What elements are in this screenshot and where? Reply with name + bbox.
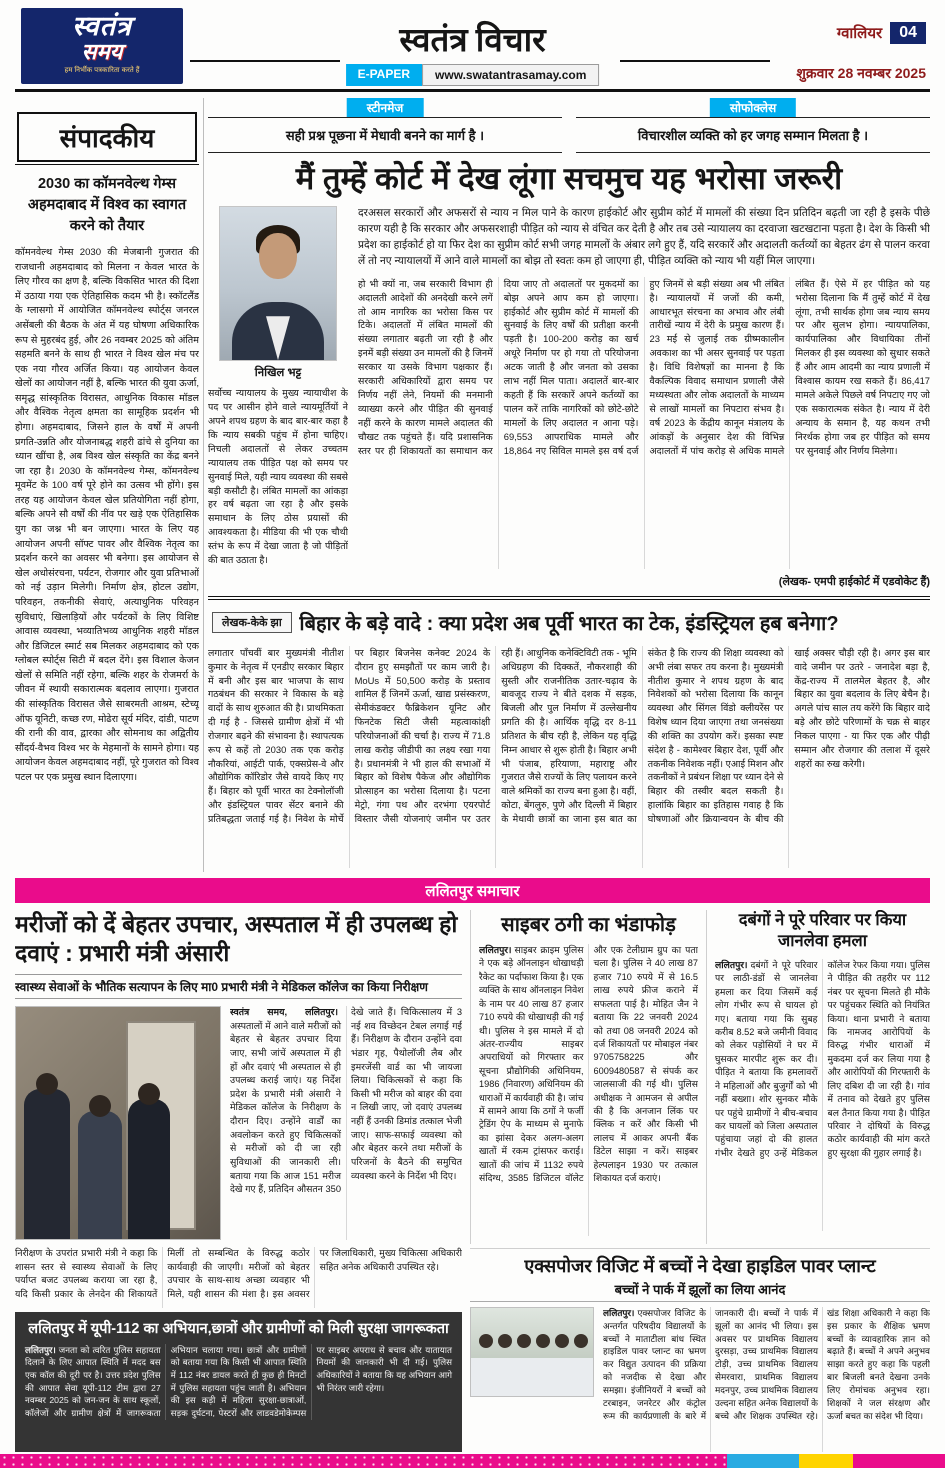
attack-body [715, 959, 930, 1231]
bihar-article [208, 596, 930, 872]
main-article-left-column [208, 206, 348, 591]
bihar-article-body: लगातार पाँचवीं बार मुख्यमंत्री नीतीश कुमार के नेतृत्व में एनडीए सरकार बिहार में बनी और इस बार भाजपा के साथ गठबंधन की सरकार ने विकास के बड़े वादों के साथ शुरुआत की है। प्राथमिकता दी गई है - जिससे ग्रामीण क्षेत्रों में भी रोजगार बढ़ने की संभावना है। स्थापत्यक रूप से कहें तो 2030 तक एक करोड़ नौकरियां, आईटी पार्क, एक्सप्रेस-वे और औद्योगिक कॉरिडोर जैसे वायदे किए गए हैं। बिहार को पूर्वी भारत का टेक्नोलॉजी और इंडस्ट्रियल पावर सेंटर बनाने की प्रतिबद्धता जताई गई है। निवेश के मोर्चे पर बिहार बिजनेस कनेक्ट 2024 के दौरान हुए समझौतों पर काम जारी है। MoUs में 50,500 करोड़ के प्रस्ताव शामिल हैं जिनमें ऊर्जा, खाद्य प्रसंस्करण, सेमीकंडक्टर फैब्रिकेशन यूनिट और फिनटेक सिटी जैसी महत्वाकांक्षी परियोजनाओं की चर्चा है। राज्य में 71.8 लाख करोड़ जीडीपी का लक्ष्य रखा गया है। प्रधानमंत्री ने भी हाल की सभाओं में बिहार को विशेष पैकेज और औद्योगिक प्रोत्साहन का भरोसा दिलाया है। पटना मेट्रो, गंगा पथ और दरभंगा एयरपोर्ट विस्तार जैसी योजनाएं जमीन पर उतर रही हैं। आधुनिक कनेक्टिविटी तक - भूमि अधिग्रहण की दिक्कतें, नौकरशाही की सुस्ती और राजनीतिक उतार-चढ़ाव के बावजूद राज्य ने बीते दशक में सड़क, बिजली और पुल निर्माण में उल्लेखनीय प्रगति की है। आर्थिक वृद्धि दर 8-11 प्रतिशत के बीच रही है, लेकिन यह वृद्धि निम्न आधार से शुरू होती है। बिहार अभी भी पंजाब, हरियाणा, महाराष्ट्र और गुजरात जैसे राज्यों के लिए पलायन करने वाले श्रमिकों का राज्य बना हुआ है। वहीं, कोटा, बेंगलुरु, पुणे और दिल्ली में बिहार के मेधावी छात्रों का जाना इस बात का संकेत है कि राज्य की शिक्षा व्यवस्था को अभी लंबा सफर तय करना है। मुख्यमंत्री नीतीश कुमार ने शपथ ग्रहण के बाद निवेशकों को भरोसा दिलाया कि कानून व्यवस्था और सिंगल विंडो क्लीयरेंस पर विशेष ध्यान दिया जाएगा तथा जनसंख्या की शक्ति का उपयोग करें। इसका स्पष्ट संदेश है - कामेश्वर बिहार देश, पूर्वी और तकनीक निवेशक नहीं। एआई मिशन और तकनीकों ने प्रबंधन शिक्षा पर ध्यान देने से बिहार की तस्वीर बदल सकती है। हालांकि बिहार का इतिहास गवाह है कि घोषणाओं और क्रियान्वयन के बीच की खाई अक्सर चौड़ी रही है। अगर इस बार वादे जमीन पर उतरे - जनादेश बड़ा है, केंद्र-राज्य में तालमेल बेहतर है, और बिहार का युवा बदलाव के लिए बेचैन है। अगले पांच साल तय करेंगे कि बिहार वादे बड़े और छोटे परिणामों के चक्र से बाहर निकल पाएगा - या फिर एक और पीढ़ी सम्मान और रोजगार की तलाश में दूसरे शहरों का रुख करेगी। [208, 647, 930, 824]
person-head [498, 1334, 512, 1348]
person-silhouette [24, 1089, 70, 1239]
person-head [574, 1334, 588, 1348]
person-silhouette [128, 1099, 170, 1239]
footer-strip [0, 1454, 945, 1468]
person-head [479, 1334, 493, 1348]
issue-date: शुक्रवार 28 नवम्बर 2025 [796, 65, 926, 81]
epaper-row [346, 64, 600, 86]
edition-info [837, 22, 926, 44]
footer-strip-pink [853, 1454, 945, 1468]
attack-headline: दबंगों ने पूरे परिवार पर किया जानलेवा हमला [738, 911, 907, 951]
cyber-headline: साइबर ठगी का भंडाफोड़ [501, 914, 676, 936]
exposure-body-text: एक्सपोजर विजिट के अन्तर्गत परिषदीय विद्यालयों के बच्चों ने माताटीला बांध स्थित हाइडिल पावर प्लान्ट का भ्रमण कर विद्युत उत्पादन की प्रक्रिया को नजदीक से देखा और समझा। इंजीनियरों ने बच्चों को टरबाइन, जनरेटर और कंट्रोल रूम की कार्यप्रणाली के बारे में जानकारी दी। बच्चों ने पार्क में झूलों का आनंद भी लिया। इस अवसर पर प्राथमिक विद्यालय दुरसड़ा, उच्च प्राथमिक विद्यालय टोड़ी, उच्च प्राथमिक विद्यालय सेमरवारा, प्राथमिक विद्यालय मदनपुर, उच्च प्राथमिक विद्यालय उल्दना सहित अनेक विद्यालयों के बच्चे और शिक्षक उपस्थित रहे। खंड शिक्षा अधिकारी ने कहा कि इस प्रकार के शैक्षिक भ्रमण बच्चों के व्यावहारिक ज्ञान को बढ़ाते हैं। बच्चों ने अपने अनुभव साझा करते हुए कहा कि पहली बार बिजली बनते देखना उनके लिए रोमांचक अनुभव रहा। शिक्षकों ने जल संरक्षण और ऊर्जा बचत का संदेश भी दिया। [603, 1308, 930, 1421]
main-article-lead: दरअसल सरकारों और अफसरों से न्याय न मिल पाने के कारण हाईकोर्ट और सुप्रीम कोर्ट में मामलों की संख्या दिन प्रतिदिन बढ़ती जा रही है इसके पीछे कारण यही है कि सरकार और अफसरशाही पीड़ित को न्याय से वंचित कर देती है और तब उसे न्यायालय का दरवाजा खटखटाना पड़ता है। देश के किसी भी प्रदेश का हाईकोर्ट हो या फिर देश का सुप्रीम कोर्ट सभी जगह मामलों के अंबार लगे हुए हैं, यदि सरकारें और अदालती कर्तव्यों का बेहतर ढंग से पालन करवा लें तो नए न्यायालयों में आने वाले मामलों का बोझ तो स्वतः कम हो जाएगा ही, पीड़ित व्यक्ति को न्याय भी यहीं मिल जाएगा। [358, 207, 930, 267]
up112-article [15, 1312, 462, 1452]
hospital-body-text: अस्पतालों में आने वाले मरीजों को बेहतर से बेहतर उपचार दिया जाए, सभी जांचें अस्पताल में ही हों और दवाएं भी अस्पताल से ही उपलब्ध कराई जाएं। यह निर्देश प्रदेश के प्रभारी मंत्री अंसारी ने मेडिकल कॉलेज के निरीक्षण के दौरान दिए। उन्होंने वार्डों का अवलोकन करते हुए चिकित्सकों से मरीजों को दी जा रही सुविधाओं की जानकारी ली। बताया गया कि आज 151 मरीज देखे गए हैं, प्रतिदिन औसतन 350 देखे जाते हैं। चिकित्सालय में 3 नई शव विच्छेदन टेबल लगाई गई हैं। निरीक्षण के दौरान उन्होंने दवा भंडार गृह, पैथोलॉजी लैब और इमरजेंसी वार्ड का भी जायजा लिया। चिकित्सकों से कहा कि किसी भी मरीज को बाहर की दवा न लिखी जाए, जो दवाएं उपलब्ध नहीं हैं उनकी डिमांड तत्काल भेजी जाए। साफ-सफाई व्यवस्था को और बेहतर करने तथा मरीजों के परिजनों के बैठने की समुचित व्यवस्था करने के निर्देश भी दिए। [230, 1006, 462, 1195]
quote-text: सही प्रश्न पूछना में मेधावी बनने का मार्ग है । [208, 117, 562, 153]
exposure-visit-article [470, 1248, 930, 1452]
city-name: ग्वालियर [836, 25, 883, 42]
up112-body-text: जनता को त्वरित पुलिस सहायता दिलाने के लिए आपात स्थिति में मदद बस एक कॉल की दूरी पर है। उत्तर प्रदेश पुलिस की आपात सेवा यूपी-112 टीम द्वारा 27 नवम्बर 2025 को जन-जन के साथ स्कूलों, कॉलेजों और ग्रामीण क्षेत्रों में जागरूकता अभियान चलाया गया। छात्रों और ग्रामीणों को बताया गया कि किसी भी आपात स्थिति में 112 नंबर डायल करते ही कुछ ही मिनटों में पुलिस सहायता पहुंच जाती है। अभियान की इस कड़ी में महिला सुरक्षा-छात्राओं, सड़क दुर्घटना, पेस्टरों और लाडवडेमोकेम्पस पर साइबर अपराध से बचाव और यातायात नियमों की जानकारी भी दी गई। पुलिस अधिकारियों ने बताया कि यह अभियान आगे भी निरंतर जारी रहेगा। [25, 1344, 452, 1418]
logo-title-line2: समय [81, 39, 123, 65]
page-title: स्वतंत्र विचार [399, 23, 546, 59]
attack-body-text: दबंगों ने पूरे परिवार पर लाठी-डंडों से जानलेवा हमला कर दिया जिसमें कई लोग गंभीर रूप से घायल हो गए। बताया गया कि सुबह करीब 8.52 बजे जमीनी विवाद को लेकर पड़ोसियों ने घर में घुसकर मारपीट शुरू कर दी। पीड़ित ने बताया कि हमलावरों ने महिलाओं और बुजुर्गों को भी नहीं बख्शा। शोर सुनकर मौके पर पहुंचे ग्रामीणों ने बीच-बचाव कर घायलों को जिला अस्पताल पहुंचाया जहां दो की हालत गंभीर देखते हुए उन्हें मेडिकल कॉलेज रेफर किया गया। पुलिस ने पीड़ित की तहरीर पर 112 नंबर पर सूचना मिलते ही मौके पर पहुंचकर स्थिति को नियंत्रित किया। थाना प्रभारी ने बताया कि नामजद आरोपियों के विरुद्ध गंभीर धाराओं में मुकदमा दर्ज कर लिया गया है और आरोपियों की गिरफ्तारी के लिए दबिश दी जा रही है। गांव में तनाव को देखते हुए पुलिस बल तैनात किया गया है। पीड़ित परिवार ने दोषियों के विरुद्ध कठोर कार्यवाही की मांग करते हुए सुरक्षा की गुहार लगाई है। [715, 959, 930, 1158]
exposure-content-row [470, 1307, 930, 1452]
quote-author: सोफोक्लेस [710, 98, 796, 117]
portrait-face [259, 233, 297, 279]
footer-strip-yellow [799, 1454, 853, 1468]
hospital-subhead: स्वास्थ्य सेवाओं के भौतिक सत्यापन के लिए मा0 प्रभारी मंत्री ने मेडिकल कॉलेज का किया निरीक्षण [15, 974, 462, 999]
person-head [517, 1334, 531, 1348]
quote-text: विचारशील व्यक्ति को हर जगह सम्मान मिलता है । [576, 117, 930, 153]
dateline: ललितपुर। [479, 945, 512, 955]
group-photo [470, 1307, 594, 1397]
group-photo-shirts [471, 1358, 593, 1396]
photo-caption: निखिल भट्ट [254, 367, 302, 380]
quote-box-steinmetz [208, 98, 562, 158]
cyber-body-text: साइबर क्राइम पुलिस ने एक बड़े ऑनलाइन धोखाधड़ी रैकेट का पर्दाफाश किया है। एक व्यक्ति के साथ ऑनलाइन निवेश के नाम पर 40 लाख 87 हजार 710 रुपये की धोखाधड़ी की गई थी। पुलिस ने इस मामले में दो अंतर-राज्यीय साइबर अपराधियों को गिरफ्तार कर सूचना प्रौद्योगिकी अधिनियम, 1986 (निवारण) अधिनियम की धाराओं में कार्यवाही की है। जांच में सामने आया कि ठगों ने फर्जी ट्रेडिंग ऐप के माध्यम से मुनाफे का झांसा देकर अलग-अलग खातों में रकम ट्रांसफर कराई। खातों की जांच में 1132 रुपये संदिग्ध, 3585 डिजिटल वॉलेट और एक टेलीग्राम ग्रुप का पता चला है। पुलिस ने 40 लाख 87 हजार 710 रुपये में से 16.5 लाख रुपये फ्रीज कराने में सफलता पाई है। मोहित जैन ने बताया कि 22 जनवरी 2024 को तथा 08 जनवरी 2024 को दर्ज शिकायतों पर मोबाइल नंबर 9705758225 और 6009480587 से संपर्क कर जालसाजी की गई थी। पुलिस अधीक्षक ने आमजन से अपील की है कि अनजान लिंक पर क्लिक न करें और किसी भी लालच में आकर अपनी बैंक डिटेल साझा न करें। साइबर हेल्पलाइन 1930 पर तत्काल शिकायत दर्ज कराएं। [479, 945, 698, 1184]
exposure-body [603, 1307, 930, 1452]
person-head [138, 1083, 160, 1105]
lalitpur-section-band: ललितपुर समाचार [15, 878, 930, 903]
logo-title-line1: स्वतंत्र [72, 11, 132, 41]
masthead-rule-right [620, 60, 770, 62]
dateline: ललितपुर। [603, 1308, 635, 1318]
epaper-badge[interactable]: E-PAPER [346, 64, 422, 86]
hospital-body [230, 1006, 462, 1240]
author-byline: (लेखक- एमपी हाईकोर्ट में एडवोकेट हैं) [778, 575, 930, 588]
page-number: 04 [890, 22, 926, 44]
cyber-fraud-article [470, 910, 698, 1244]
main-article-content [208, 206, 930, 591]
newspaper-logo [21, 8, 183, 84]
hospital-article [15, 910, 462, 1308]
person-silhouette [78, 1111, 122, 1239]
bihar-headline-row [208, 606, 930, 642]
main-article [208, 160, 930, 592]
up112-body [25, 1344, 452, 1420]
dateline: ललितपुर। [25, 1344, 56, 1355]
family-attack-article [706, 910, 930, 1244]
quote-box-sophocles [576, 98, 930, 158]
editorial-headline: 2030 का कॉमनवेल्थ गेम्स अहमदाबाद में विश्व का स्वागत करने को तैयार [27, 176, 187, 235]
footer-strip-blue [727, 1454, 799, 1468]
bihar-author-tag: लेखक-केके झा [212, 612, 292, 633]
masthead-rule-left [190, 60, 340, 62]
website-link[interactable]: www.swatantrasamay.com [422, 64, 599, 86]
hospital-headline: मरीजों को दें बेहतर उपचार, अस्पताल में ही उपलब्ध हो दवाएं : प्रभारी मंत्री अंसारी [15, 911, 458, 967]
inspection-photo [15, 1006, 221, 1240]
person-head [36, 1073, 58, 1095]
quote-author: स्टीनमेज [347, 98, 424, 117]
exposure-subhead: बच्चों ने पार्क में झूलों का लिया आनंद [470, 1280, 930, 1302]
cyber-body [479, 944, 698, 1236]
dateline: स्वतंत्र समय, ललितपुर। [230, 1006, 338, 1017]
main-headline: मैं तुम्हें कोर्ट में देख लूंगा सचमुच यह भरोसा जरूरी [295, 161, 843, 196]
main-article-right [358, 206, 930, 591]
hospital-content-row [15, 1006, 462, 1240]
exposure-headline: एक्सपोजर विजिट में बच्चों ने देखा हाइडिल पावर प्लान्ट [524, 1256, 876, 1276]
editorial-body: कॉमनवेल्थ गेम्स 2030 की मेजबानी गुजरात की राजधानी अहमदाबाद को मिलना न केवल भारत के लिए गौरव का क्षण है, बल्कि विकसित भारत की दिशा में उठाया गया एक ऐतिहासिक कदम भी है। स्कॉटलैंड के ग्लासगो में आयोजित कॉमनवेल्थ स्पोर्ट्स जनरल असेंबली की बैठक के अंत में यह घोषणा अधिकारिक रूप से मुहरबंद हुई, और 26 नवम्बर 2025 को अंतिम सहमति बनने के साथ ही भारत ने विश्व खेल मंच पर एक नया गौरव अर्जित किया। यह आयोजन केवल खेलों का आयोजन नहीं है, बल्कि भारत की युवा ऊर्जा, समृद्ध सांस्कृतिक विरासत, आधुनिक विकास मॉडल और वैश्विक नेतृत्व क्षमता का सामूहिक प्रदर्शन भी होगा। अहमदाबाद, जिसने हाल के वर्षों में अपनी प्रगति-उन्नति और योजनाबद्ध शहरी ढांचे से दुनिया का ध्यान खींचा है, अब विश्व खेल संस्कृति का केंद्र बनने जा रहा है। 2030 के कॉमनवेल्थ गेम्स, कॉमनवेल्थ मूवमेंट के 100 वर्ष पूरे होने का उत्सव भी होंगे। इस तरह यह आयोजन केवल खेल प्रतियोगिता नहीं होगा, बल्कि अपने सौ वर्षों की नींव पर खड़े एक ऐतिहासिक युग का जश्न भी बन जाएगा। भारत के लिए यह आयोजन अपनी सॉफ्ट पावर और वैश्विक नेतृत्व का प्रदर्शन करने का अवसर भी बनेगा। इस आयोजन से खेल अधोसंरचना, पर्यटन, रोजगार और युवा प्रतिभाओं को नई उड़ान मिलेगी। निर्माण क्षेत्र, होटल उद्योग, परिवहन, तकनीकी सेवाएं, अत्याधुनिक परिवहन सुविधाएं, खिलाड़ियों और पर्यटकों के लिए विशिष्ट आवास व्यवस्था, भव्यातिभव्य आधुनिक शहरी मॉडल और डिजिटल स्मार्ट सब मिलकर अहमदाबाद को एक ग्लोबल स्पोर्ट्स सिटी में बदल देंगे। इस विशाल केजन खेलों से समिति नहीं रहेगा, बल्कि शहर के रोजमर्रा के जीवन में स्थायी सकारात्मक बदलाव लाएगा। गुजरात की सांस्कृतिक विरासत जैसे साबरमती आश्रम, स्टेच्यू ऑफ यूनिटी, कच्छ रण, मोढेरा सूर्य मंदिर, दांडी, पाटण की रानी की वाव, द्वारका और सोमनाथ का अद्वितीय सौंदर्य-वैभव विश्व भर के मेहमानों के सामने होगा। यह आयोजन केवल अहमदाबाद नहीं, पूरे गुजरात को विश्व पटल पर एक प्रमुख स्थान दिलाएगा। [15, 247, 199, 783]
quotes-row [208, 98, 930, 158]
bihar-headline: बिहार के बड़े वादे : क्या प्रदेश अब पूर्वी भारत का टेक, इंडस्ट्रियल हब बनेगा? [299, 613, 839, 635]
editorial-section-title: संपादकीय [17, 112, 197, 162]
masthead-header [15, 6, 930, 92]
main-article-body: हो भी क्यों ना, जब सरकारी विभाग ही अदालती आदेशों की अनदेखी करने लगें तो आम नागरिक का भरोसा किस पर टिके। अदालतों में लंबित मामलों की संख्या लगातार बढ़ती जा रही है और इनमें बड़ी संख्या उन मामलों की है जिनमें सरकार या उसके विभाग पक्षकार हैं। सरकारी अधिकारियों द्वारा समय पर निर्णय नहीं लेने, नियमों की मनमानी व्याख्या करने और पीड़ित की सुनवाई नहीं करने के कारण मामले अदालत की चौखट तक पहुंचते हैं। यदि प्रशासनिक स्तर पर ही शिकायतों का समाधान कर दिया जाए तो अदालतों पर मुकदमों का बोझ अपने आप कम हो जाएगा। हाईकोर्ट और सुप्रीम कोर्ट में मामलों की सुनवाई के लिए वर्षों की प्रतीक्षा करनी पड़ती है। 100-200 करोड़ का खर्च अधूरे निर्माण पर हो गया तो परियोजना अटक जाती है और जनता को उसका लाभ नहीं मिल पाता। अदालतें बार-बार कहती हैं कि सरकारें अपने कर्तव्यों का पालन करें ताकि नागरिकों को छोटे-छोटे मामलों के लिए अदालत न आना पड़े। 69,553 आपराधिक मामले और 18,864 नए सिविल मामले इस वर्ष दर्ज हुए जिनमें से बड़ी संख्या अब भी लंबित है। न्यायालयों में जजों की कमी, आधारभूत संरचना का अभाव और लंबी तारीखें न्याय में देरी के प्रमुख कारण हैं। 23 मई से जुलाई तक ग्रीष्मकालीन अवकाश का भी असर सुनवाई पर पड़ता है। विधि विशेषज्ञों का मानना है कि वैकल्पिक विवाद समाधान प्रणाली जैसे मध्यस्थता और लोक अदालतों के माध्यम से लाखों मामलों का निपटारा संभव है। वर्ष 2023 के केंद्रीय कानून मंत्रालय के आंकड़ों के अनुसार देश की विभिन्न अदालतों में पांच करोड़ से अधिक मामले लंबित हैं। ऐसे में हर पीड़ित को यह भरोसा दिलाना कि मैं तुम्हें कोर्ट में देख लूंगा, तभी सार्थक होगा जब न्याय समय पर और सुलभ होगा। न्यायपालिका, कार्यपालिका और विधायिका तीनों मिलकर ही इस व्यवस्था को सुधार सकते हैं और आम आदमी का न्याय प्रणाली में विश्वास कायम रख सकते हैं। 86,417 मामले अकेले पिछले वर्ष निपटाए गए जो एक सकारात्मक संकेत है। न्याय में देरी अन्याय के समान है, यह कथन तभी निरर्थक होगा जब हर पीड़ित को समय पर सुनवाई और निर्णय मिलेगा। [358, 277, 930, 456]
person-head [536, 1334, 550, 1348]
person-head [89, 1095, 111, 1117]
person-head [555, 1334, 569, 1348]
up112-headline: ललितपुर में यूपी-112 का अभियान,छात्रों और ग्रामीणों को मिली सुरक्षा जागरूकता [28, 1321, 449, 1337]
footer-strip-magenta [0, 1454, 727, 1468]
hospital-body-continued: निरीक्षण के उपरांत प्रभारी मंत्री ने कहा कि शासन स्तर से स्वास्थ्य सेवाओं के लिए पर्याप्त बजट उपलब्ध कराया जा रहा है, यदि किसी प्रकार के लेनदेन की शिकायतें मिलीं तो सम्बन्धित के विरुद्ध कठोर कार्यवाही की जाएगी। मरीजों को बेहतर उपचार के साथ-साथ अच्छा व्यवहार भी मिले, यही शासन की मंशा है। इस अवसर पर जिलाधिकारी, मुख्य चिकित्सा अधिकारी सहित अनेक अधिकारी उपस्थित रहे। [15, 1247, 462, 1299]
column-divider [203, 98, 204, 872]
main-article-column1: सर्वोच्च न्यायालय के मुख्य न्यायाधीश के पद पर आसीन होने वाले न्यायमूर्तियों ने अपने शपथ ग्रहण के बाद बार-बार कहा है कि न्याय सबकी पहुंच में होना चाहिए। निचली अदालतों से लेकर उच्चतम न्यायालय तक पीड़ित पक्ष को समय पर सुनवाई मिले, यही न्याय व्यवस्था की सबसे बड़ी कसौटी है। लंबित मामलों का आंकड़ा हर वर्ष बढ़ता जा रहा है और इसके समाधान के लिए ठोस प्रयासों की आवश्यकता है। मीडिया की भी एक चौथी स्तंभ के रूप में देखा जाता है जो पीड़ितों की बात उठाता है। [208, 387, 348, 566]
editorial-column [15, 110, 199, 872]
author-portrait-photo [219, 206, 337, 361]
logo-tagline: हम निर्भीक पत्रकारिता करते हैं [64, 67, 140, 75]
dateline: ललितपुर। [715, 959, 748, 970]
